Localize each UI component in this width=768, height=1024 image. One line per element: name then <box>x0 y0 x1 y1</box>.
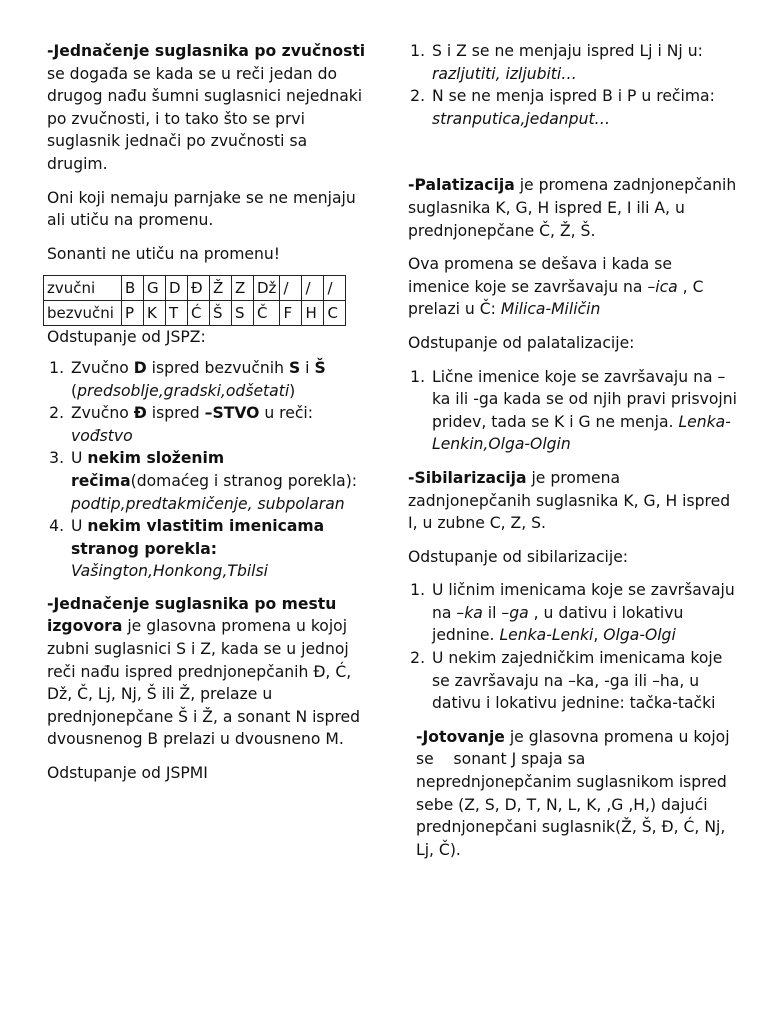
left-column <box>47 40 367 785</box>
table-cell: Z <box>232 276 254 301</box>
sibilarization-definition: -Sibilarizacija je promena zadnjonepčanih suglasnika K, G, H ispred I, u zubne C, Z, S. <box>408 468 731 533</box>
table-cell: / <box>324 276 346 301</box>
voicing-table <box>43 275 346 326</box>
jspz-definition <box>47 40 367 176</box>
table-row-voiceless <box>44 301 346 326</box>
jspmi-exceptions-heading: Odstupanje od JSPMI <box>47 764 208 783</box>
table-cell: F <box>280 301 302 326</box>
sibilarization-title: -Sibilarizacija <box>408 468 527 487</box>
table-cell: S <box>232 301 254 326</box>
list-item: 4. U nekim vlastitim imenicama stranog porekla: Vašington,Honkong,Tbilsi <box>69 515 367 583</box>
jspz-text: se događa se kada se u reči jedan do drugog nađu šumni suglasnici nejednaki po zvučnosti, i to tako što se prvi suglasnik jednači po zvučnosti sa drugim. <box>47 64 363 173</box>
jspmi-definition <box>47 593 367 751</box>
jspmi-text: je glasovna promena u kojoj zubni suglasnici S i Z, kada se u jednoj reči nađu ispred prednjonepčanih Đ, Ć, Dž, Č, Lj, Nj, Š ili Ž, prelaze u prednjonepčane Š i Ž, a sonant N ispred dvousnenog B prelazi u dvousneno M. <box>47 617 361 749</box>
sibilarization-exceptions-heading: Odstupanje od sibilarizacije: <box>408 547 629 566</box>
jspmi-exceptions-list <box>408 40 738 130</box>
table-cell: / <box>280 276 302 301</box>
table-cell: Ć <box>188 301 210 326</box>
table-cell: Č <box>254 301 280 326</box>
palatalization-exceptions-heading: Odstupanje od palatalizacije: <box>408 333 635 352</box>
table-cell: C <box>324 301 346 326</box>
table-cell: P <box>122 301 144 326</box>
list-item: 2. U nekim zajedničkim imenicama koje se završavaju na –ka, -ga ili –ha, u dativu i lokativu jednine: tačka-tački <box>430 647 738 715</box>
table-cell: / <box>302 276 324 301</box>
palatalization-note: Ova promena se dešava i kada se imenice koje se završavaju na –ica , C prelazi u Č: Milica-Miličin <box>408 255 704 319</box>
right-column <box>408 40 738 861</box>
table-cell: bezvučni <box>44 301 122 326</box>
list-item: 1. U ličnim imenicama koje se završavaju na –ka il –ga , u dativu i lokativu jednine. Lenka-Lenki, Olga-Olgi <box>430 579 738 647</box>
list-item: 3. U nekim složenim rečima(domaćeg i stranog porekla): podtip,predtakmičenje, subpolaran <box>69 447 367 515</box>
table-cell: T <box>166 301 188 326</box>
table-cell: zvučni <box>44 276 122 301</box>
jotovanje-title: -Jotovanje <box>416 727 505 746</box>
no-pairs-note: Oni koji nemaju parnjake se ne menjaju ali utiču na promenu. <box>47 188 356 230</box>
list-item: 1. Lične imenice koje se završavaju na –ka ili -ga kada se od njih pravi prisvojni pridev, tada se K i G ne menja. Lenka-Lenkin,Olga-Olgin <box>430 366 738 456</box>
table-cell: B <box>122 276 144 301</box>
list-item: 1. S i Z se ne menjaju ispred Lj i Nj u: razljutiti, izljubiti… <box>430 40 738 85</box>
table-cell: K <box>144 301 166 326</box>
palatalization-exceptions-list <box>408 366 738 456</box>
sonants-note: Sonanti ne utiču na promenu! <box>47 244 281 263</box>
table-cell: H <box>302 301 324 326</box>
sibilarization-exceptions-list <box>408 579 738 715</box>
table-cell: Đ <box>188 276 210 301</box>
jotovanje-definition: -Jotovanje je glasovna promena u kojoj se sonant J spaja sa neprednjonepčanim suglasnikom ispred sebe (Z, S, D, T, N, L, K, ,G ,H,) dajući prednjonepčani suglasnik(Ž, Š, Đ, Ć, Nj, Lj, Č). <box>416 727 735 859</box>
table-cell: Ž <box>210 276 232 301</box>
list-item: 2. N se ne menja ispred B i P u rečima: stranputica,jedanput… <box>430 85 738 130</box>
table-cell: D <box>166 276 188 301</box>
palatalization-definition: -Palatizacija je promena zadnjonepčanih suglasnika K, G, H ispred E, I ili A, u prednjonepčane Č, Ž, Š. <box>408 176 737 240</box>
table-cell: Š <box>210 301 232 326</box>
jspz-title: -Jednačenje suglasnika po zvučnosti <box>47 42 366 60</box>
list-item: 2. Zvučno Đ ispred –STVO u reči: vođstvo <box>69 402 367 447</box>
table-row-voiced <box>44 276 346 301</box>
table-cell: G <box>144 276 166 301</box>
table-cell: Dž <box>254 276 280 301</box>
list-item: 1. Zvučno D ispred bezvučnih S i Š (predsoblje,gradski,odšetati) <box>69 357 367 402</box>
palatalization-title: -Palatizacija <box>408 176 515 195</box>
jspz-exceptions-list <box>47 357 367 583</box>
jspmi-title: -Jednačenje suglasnika po mestu izgovora <box>47 594 337 636</box>
jspz-exceptions-heading: Odstupanje od JSPZ: <box>47 328 206 347</box>
